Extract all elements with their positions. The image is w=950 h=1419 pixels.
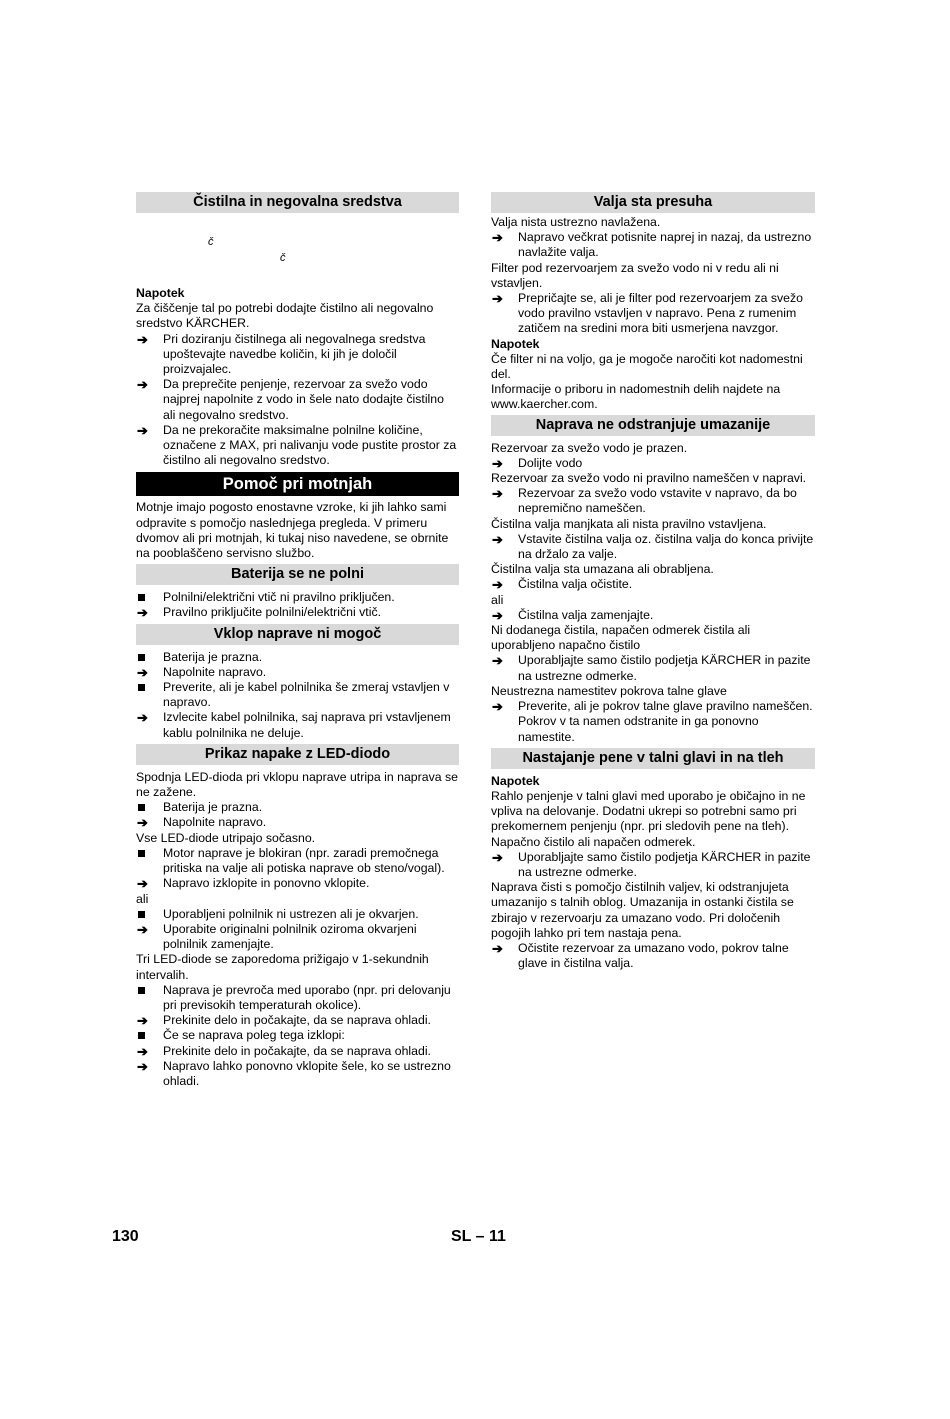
square-bullet-icon (137, 907, 157, 922)
list-item: ➔ Pravilno priključite polnilni/električni vtič. (137, 605, 382, 621)
list-item: ➔ Uporabite originalni polnilnik oziroma okvarjeni polnilnik zamenjajte. (137, 921, 417, 952)
paragraph: Naprava čisti s pomočjo čistilnih valjev, ki odstranjujeta umazanijo s talnih oblog. Umazanija in ostanki čistila se zbirajo v rezervoarju za umazano vodo. Pri določenih pogojih lahko pri tem nastaja pena. (491, 880, 794, 940)
list-item: ➔ Pri doziranju čistilnega ali negovalnega sredstva upoštevajte navedbe količin, ki jih je določil proizvajalec. (137, 331, 426, 377)
paragraph: Filter pod rezervoarjem za svežo vodo ni v redu ali ni vstavljen. (491, 260, 779, 290)
note-label: Napotek (491, 773, 540, 788)
list-item: ➔ Uporabljajte samo čistilo podjetja KÄRCHER in pazite na ustrezne odmerke. (492, 653, 811, 683)
list-item: Če se naprava poleg tega izklopi: (136, 1028, 459, 1043)
page-code: SL – 11 (451, 1228, 506, 1245)
note-text: Če filter ni na voljo, ga je mogoče naročiti kot nadomestni del. (491, 351, 803, 382)
arrow-icon: ➔ (492, 699, 503, 715)
arrow-icon: ➔ (137, 377, 148, 393)
heading-foam-formation: Nastajanje pene v talni glavi in na tleh (491, 748, 815, 769)
square-bullet-icon (137, 800, 157, 815)
list-item: ➔ Izvlecite kabel polnilnika, saj naprava pri vstavljenem kablu polnilnika ne deluje. (137, 710, 451, 740)
list-item: ➔ Napolnite napravo. (137, 815, 267, 831)
heading-battery-not-charging: Baterija se ne polni (136, 564, 459, 585)
list-item: ➔ Napravo lahko ponovno vklopite šele, ko se ustrezno ohladi. (137, 1058, 451, 1088)
note-text: Za čiščenje tal po potrebi dodajte čistilno ali negovalno sredstvo KÄRCHER. (136, 301, 434, 331)
paragraph: Napačno čistilo ali napačen odmerek. (491, 834, 696, 849)
heading-troubleshooting: Pomoč pri motnjah (136, 472, 459, 496)
list-item: Preverite, ali je kabel polnilnika še zmeraj vstavljen v napravo. (136, 680, 459, 710)
stray-glyph: č (208, 236, 214, 248)
arrow-icon: ➔ (492, 653, 503, 669)
list-item: ➔ Napravo večkrat potisnite naprej in nazaj, da ustrezno navlažite valja. (492, 230, 812, 260)
note-text: Rahlo penjenje v talni glavi med uporabo je običajno in ne vpliva na delovanje. Dodatni ukrepi so potrebni samo pri prekomernem penjenju (npr. pri sledovih pene na tleh). (491, 788, 806, 834)
arrow-icon: ➔ (492, 531, 503, 547)
list-item: Baterija je prazna. (136, 650, 459, 665)
paragraph: Rezervoar za svežo vodo ni pravilno nameščen v napravi. (491, 471, 807, 486)
arrow-icon: ➔ (137, 1013, 148, 1029)
square-bullet-icon (137, 846, 157, 861)
list-item: ➔ Vstavite čistilna valja oz. čistilna valja do konca privijte na držalo za valje. (492, 531, 814, 562)
arrow-icon: ➔ (137, 876, 148, 892)
paragraph: Vse LED-diode utripajo sočasno. (136, 830, 316, 845)
cleaning-blank-area (136, 213, 459, 286)
arrow-icon: ➔ (137, 331, 148, 347)
list-item: ➔ Očistite rezervoar za umazano vodo, pokrov talne glave in čistilna valja. (492, 940, 789, 971)
list-item: Motor naprave je blokiran (npr. zaradi premočnega pritiska na valje ali potiska naprave ob steno/vogal). (136, 846, 459, 876)
list-item: ➔ Dolijte vodo (492, 455, 583, 471)
page-number: 130 (112, 1228, 139, 1245)
list-item: ➔ Čistilna valja očistite. (492, 577, 633, 593)
square-bullet-icon (137, 590, 157, 605)
arrow-icon: ➔ (492, 230, 503, 246)
arrow-icon: ➔ (137, 710, 148, 726)
right-column (491, 192, 815, 971)
paragraph: Spodnja LED-dioda pri vklopu naprave utripa in naprava se ne zažene. (136, 769, 458, 800)
list-item: ➔ Čistilna valja zamenjajte. (492, 607, 654, 623)
paragraph: ali (136, 891, 149, 906)
heading-switch-on-impossible: Vklop naprave ni mogoč (136, 624, 459, 645)
arrow-icon: ➔ (137, 921, 148, 937)
arrow-icon: ➔ (137, 1058, 148, 1074)
note-label: Napotek (491, 336, 540, 351)
list-item: ➔ Napolnite napravo. (137, 664, 267, 680)
list-item: ➔ Napravo izklopite in ponovno vklopite. (137, 876, 370, 892)
paragraph: Ni dodanega čistila, napačen odmerek čistila ali uporabljeno napačno čistilo (491, 623, 751, 653)
list-item: Baterija je prazna. (136, 800, 459, 815)
arrow-icon: ➔ (492, 455, 503, 471)
arrow-icon: ➔ (137, 664, 148, 680)
paragraph: Rezervoar za svežo vodo je prazen. (491, 440, 688, 455)
list-item: Naprava je prevroča med uporabo (npr. pri delovanju pri previsokih temperaturah okolice). (136, 983, 459, 1013)
list-item: ➔ Prekinite delo in počakajte, da se naprava ohladi. (137, 1013, 431, 1029)
arrow-icon: ➔ (137, 1043, 148, 1059)
arrow-icon: ➔ (492, 486, 503, 502)
arrow-icon: ➔ (492, 607, 503, 623)
square-bullet-icon (137, 1028, 157, 1043)
arrow-icon: ➔ (492, 577, 503, 593)
arrow-icon: ➔ (492, 940, 503, 956)
heading-no-dirt-removal: Naprava ne odstranjuje umazanije (491, 415, 815, 436)
list-item: Uporabljeni polnilnik ni ustrezen ali je okvarjen. (136, 907, 459, 922)
left-column (136, 192, 459, 1089)
heading-led-error: Prikaz napake z LED-diodo (136, 744, 459, 765)
list-item: Polnilni/električni vtič ni pravilno priključen. (136, 590, 459, 605)
arrow-icon: ➔ (492, 291, 503, 307)
square-bullet-icon (137, 650, 157, 665)
square-bullet-icon (137, 680, 157, 695)
paragraph: Neustrezna namestitev pokrova talne glave (491, 683, 727, 698)
paragraph: Čistilna valja sta umazana ali obrabljena. (491, 562, 714, 577)
heading-rollers-too-dry: Valja sta presuha (491, 192, 815, 213)
paragraph: Informacije o priboru in nadomestnih delih najdete na www.kaercher.com. (491, 382, 781, 412)
list-item: ➔ Uporabljajte samo čistilo podjetja KÄRCHER in pazite na ustrezne odmerke. (492, 849, 811, 879)
paragraph: Tri LED-diode se zaporedoma prižigajo v 1-sekundnih intervalih. (136, 952, 429, 982)
square-bullet-icon (137, 983, 157, 998)
stray-glyph: č (280, 252, 286, 264)
paragraph: Valja nista ustrezno navlažena. (491, 215, 661, 229)
heading-cleaning-agents: Čistilna in negovalna sredstva (136, 192, 459, 213)
arrow-icon: ➔ (137, 815, 148, 831)
arrow-icon: ➔ (137, 422, 148, 438)
list-item: ➔ Prepričajte se, ali je filter pod rezervoarjem za svežo vodo pravilno vstavljen v napravo. Pena z rumenim zatičem na sredini mora biti usmerjena navzgor. (492, 291, 803, 336)
paragraph: ali (491, 592, 504, 607)
list-item: ➔ Da ne prekoračite maksimalne polnilne količine, označene z MAX, pri nalivanju vode pustite prostor za čistilno ali negovalno sredstvo. (137, 422, 457, 468)
paragraph: Čistilna valja manjkata ali nista pravilno vstavljena. (491, 516, 767, 531)
list-item: ➔ Rezervoar za svežo vodo vstavite v napravo, da bo nepremično nameščen. (492, 486, 797, 516)
note-label: Napotek (136, 286, 185, 300)
troubleshooting-intro: Motnje imajo pogosto enostavne vzroke, ki jih lahko sami odpravite s pomočjo naslednjega pregleda. V primeru dvomov ali pri motnjah, ki tukaj niso navedene, se obrnite na pooblaščeno servisno službo. (136, 500, 449, 561)
list-item: ➔ Prekinite delo in počakajte, da se naprava ohladi. (137, 1043, 431, 1059)
list-item: ➔ Preverite, ali je pokrov talne glave pravilno nameščen. Pokrov v ta namen odstranite in ga ponovno namestite. (492, 699, 813, 744)
list-item: ➔ Da preprečite penjenje, rezervoar za svežo vodo najprej napolnite z vodo in šele nato dodajte čistilno ali negovalno sredstvo. (137, 377, 444, 422)
arrow-icon: ➔ (492, 849, 503, 865)
arrow-icon: ➔ (137, 605, 148, 621)
